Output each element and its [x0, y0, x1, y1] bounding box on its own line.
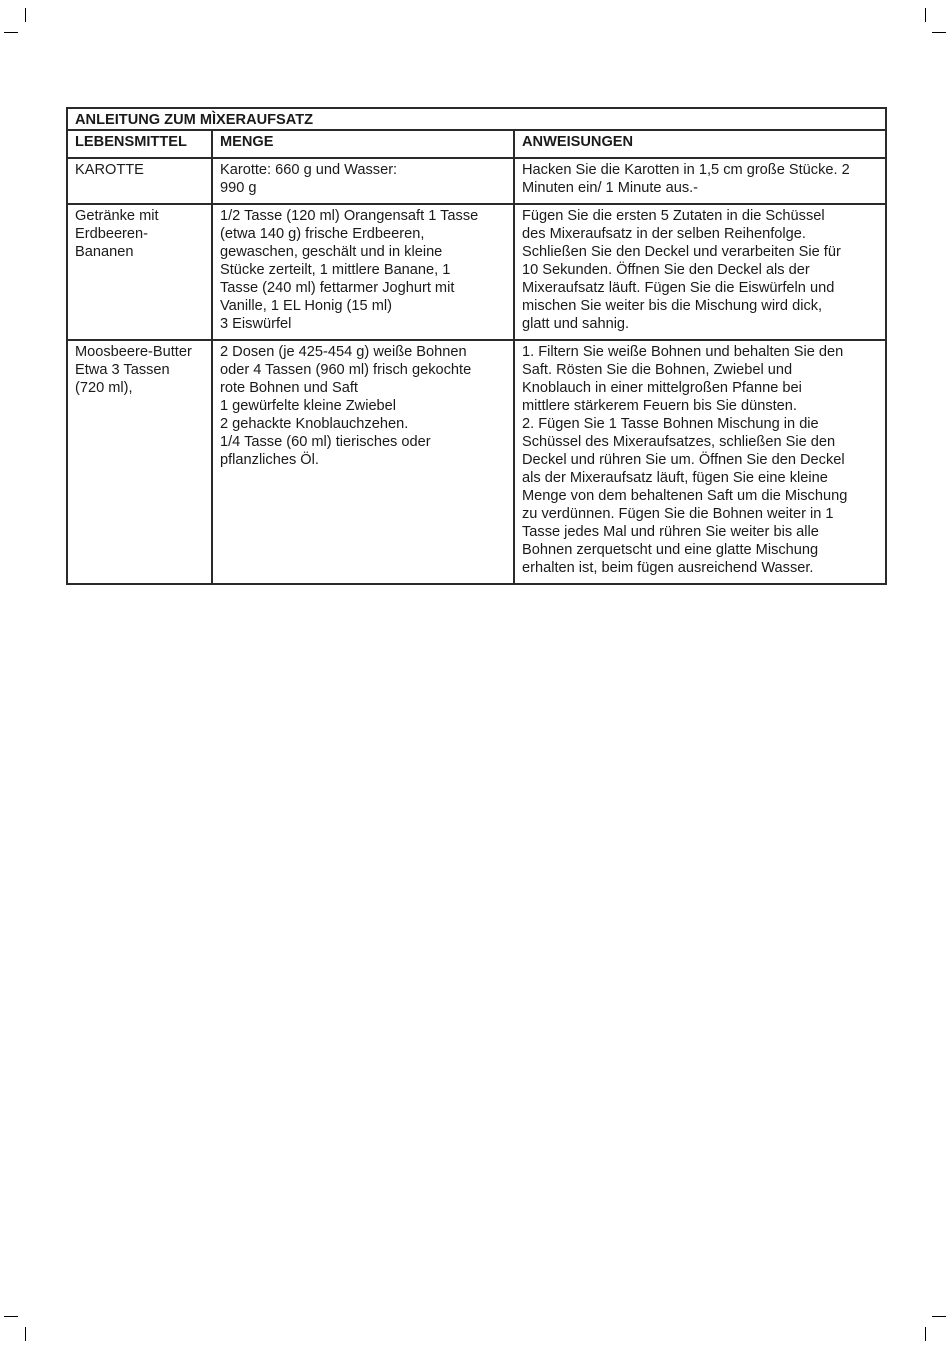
crop-mark-top-right-h: [932, 32, 946, 33]
cell-food: Getränke mit Erdbeeren- Bananen: [67, 204, 212, 340]
crop-mark-bottom-right-h: [932, 1316, 946, 1317]
crop-mark-top-left-h: [4, 32, 18, 33]
cell-instructions: 1. Filtern Sie weiße Bohnen und behalten Sie den Saft. Rösten Sie die Bohnen, Zwiebel und Knoblauch in einer mittelgroßen Pfanne bei mittlere stärkerem Feuern bis Sie dünsten. 2. Fügen Sie 1 Tasse Bohnen Mischung in die Schüssel des Mixeraufsatzes, schließen Sie den Deckel und rühren Sie um. Öffnen Sie den Deckel als der Mixeraufsatz läuft, fügen Sie eine kleine Menge von dem behaltenen Saft um die Mischung zu verdünnen. Fügen Sie die Bohnen weiter in 1 Tasse jedes Mal und rühren Sie weiter bis alle Bohnen zerquetscht und eine glatte Mischung erhalten ist, beim fügen ausreichend Wasser.: [514, 340, 886, 584]
table-header-row: [67, 130, 886, 158]
header-food: LEBENSMITTEL: [67, 130, 212, 158]
header-amount: MENGE: [212, 130, 514, 158]
crop-mark-bottom-left-v: [25, 1327, 26, 1341]
table-row: [67, 340, 886, 584]
crop-mark-bottom-right-v: [925, 1327, 926, 1341]
header-instructions: ANWEISUNGEN: [514, 130, 886, 158]
crop-mark-top-left-v: [25, 8, 26, 22]
cell-food: Moosbeere-Butter Etwa 3 Tassen (720 ml),: [67, 340, 212, 584]
cell-amount: 1/2 Tasse (120 ml) Orangensaft 1 Tasse (etwa 140 g) frische Erdbeeren, gewaschen, geschält und in kleine Stücke zerteilt, 1 mittlere Banane, 1 Tasse (240 ml) fettarmer Joghurt mit Vanille, 1 EL Honig (15 ml) 3 Eiswürfel: [212, 204, 514, 340]
table-row: [67, 158, 886, 204]
cell-food: KAROTTE: [67, 158, 212, 204]
cell-instructions: Hacken Sie die Karotten in 1,5 cm große Stücke. 2 Minuten ein/ 1 Minute aus.-: [514, 158, 886, 204]
table-row: [67, 204, 886, 340]
crop-mark-bottom-left-h: [4, 1316, 18, 1317]
table-title-row: [67, 108, 886, 130]
cell-instructions: Fügen Sie die ersten 5 Zutaten in die Schüssel des Mixeraufsatz in der selben Reihenfolge. Schließen Sie den Deckel und verarbeiten Sie für 10 Sekunden. Öffnen Sie den Deckel als der Mixeraufsatz läuft. Fügen Sie die Eiswürfeln und mischen Sie weiter bis die Mischung wird dick, glatt und sahnig.: [514, 204, 886, 340]
crop-mark-top-right-v: [925, 8, 926, 22]
table-title: ANLEITUNG ZUM MÌXERAUFSATZ: [67, 108, 886, 130]
cell-amount: 2 Dosen (je 425-454 g) weiße Bohnen oder 4 Tassen (960 ml) frisch gekochte rote Bohnen und Saft 1 gewürfelte kleine Zwiebel 2 gehackte Knoblauchzehen. 1/4 Tasse (60 ml) tierisches oder pflanzliches Öl.: [212, 340, 514, 584]
instructions-table: [66, 107, 887, 585]
cell-amount: Karotte: 660 g und Wasser: 990 g: [212, 158, 514, 204]
